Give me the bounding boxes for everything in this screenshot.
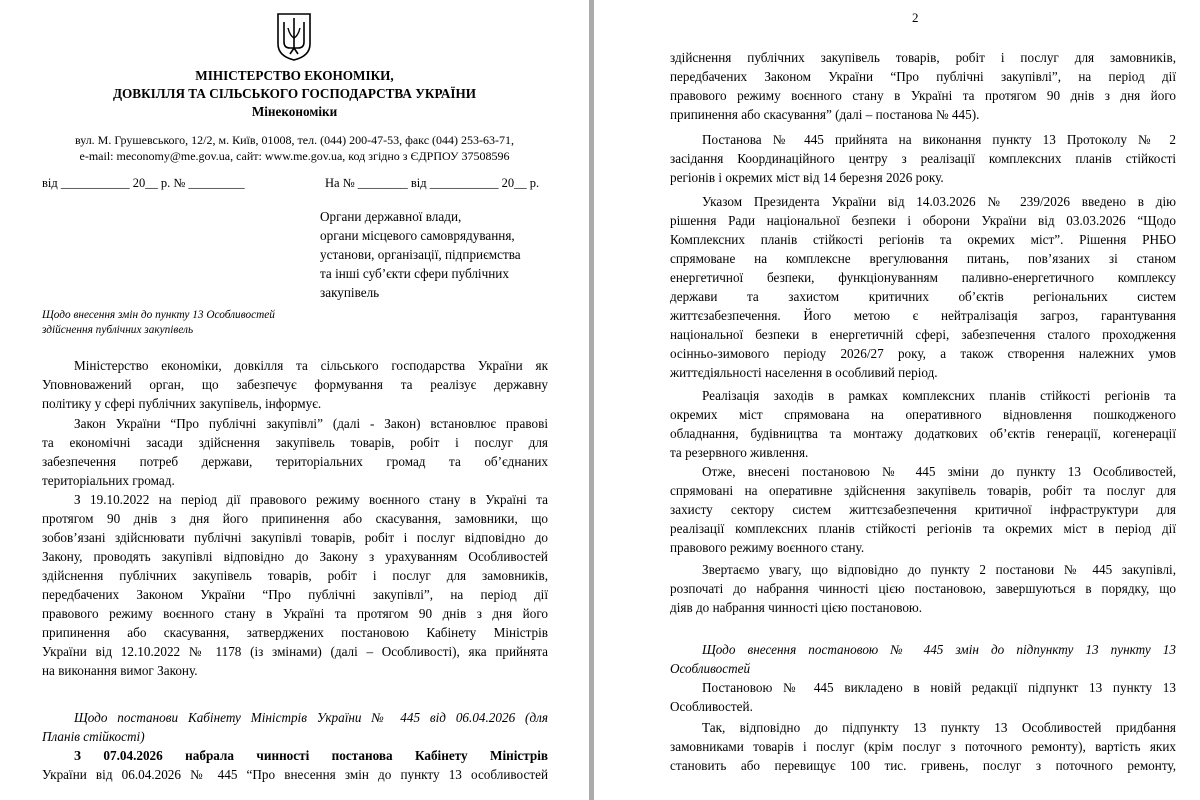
text-line: та резервного живлення.	[670, 445, 809, 460]
paragraph-features	[42, 490, 548, 680]
heading-line: Щодо внесення постановою № 445 змін до підпункту 13 пункту 13	[702, 642, 1176, 657]
incoming-ref-field: На № ________ від ___________ 20__ р.	[325, 176, 540, 190]
subject-line: здійснення публічних закупівель	[42, 324, 194, 336]
document-page-2	[594, 0, 1200, 800]
paragraph-new-edition	[670, 678, 1176, 716]
addressee-line: установи, організації, підприємства	[320, 247, 521, 262]
section-heading-445	[42, 708, 548, 746]
text-line: припинення або скасування” (далі – постанова № 445).	[670, 107, 980, 122]
heading-line: Щодо постанови Кабінету Міністрів України № 445 від 06.04.2026 (для	[74, 710, 548, 725]
paragraph-attention	[670, 560, 1176, 617]
text-line: протягом 90 днів з дня його припинення або скасування, замовники, що	[42, 511, 548, 526]
text-line: Особливостей.	[670, 699, 753, 714]
text-line: правового режиму воєнного стану в Україні та протягом 90 днів з дня його	[670, 88, 1176, 103]
text-line: України від 06.04.2026 № 445 “Про внесення змін до пункту 13 особливостей	[42, 767, 548, 782]
text-line: забезпечення потреб держави, територіальних громад та об’єднаних	[42, 454, 548, 469]
text-line: засідання Координаційного центру з реалізації комплексних планів стійкості	[670, 151, 1176, 166]
ministry-address: вул. М. Грушевського, 12/2, м. Київ, 01008, тел. (044) 200-47-53, факс (044) 253-63-71,	[74, 133, 515, 147]
text-line: зобов’язані здійснювати публічні закупівлі товарів, робіт і послуг відповідно до	[42, 530, 548, 545]
text-line: діяв до набрання чинності цією постановою.	[670, 600, 923, 615]
paragraph-conclusion	[670, 462, 1176, 557]
text-line: України від 12.10.2022 № 1178 (із змінами) (далі – Особливості), яка прийнята	[42, 644, 548, 659]
addressee-line: та інші суб’єкти сфери публічних	[320, 266, 509, 281]
ministry-contacts: e-mail: meconomy@me.gov.ua, сайт: www.me.gov.ua, код згідно з ЄДРПОУ 37508596	[79, 149, 510, 163]
text-line: правового режиму воєнного стану в Україні та протягом 90 днів з дня його	[42, 606, 548, 621]
page-number: 2	[912, 10, 919, 25]
paragraph-decree	[670, 192, 1176, 382]
document-page-1	[0, 0, 589, 800]
text-line: Указом Президента України від 14.03.2026 № 239/2026 введено в дію	[702, 194, 1176, 209]
text-line: Реалізація заходів в рамках комплексних планів стійкості регіонів та	[702, 388, 1176, 403]
text-line: держави та захистом критичних об’єктів регіональних систем	[670, 289, 1176, 304]
text-line: Закон України “Про публічні закупівлі” (далі - Закон) встановлює правові	[74, 416, 548, 431]
text-line: життєдіяльності населення в особливий період.	[670, 365, 938, 380]
text-line: обладнання, будівництва та монтажу додаткових об’єктів генерації, когенерації	[670, 426, 1176, 441]
paragraph-law	[42, 414, 548, 490]
ministry-short-name: Мінекономіки	[251, 104, 338, 119]
letter-subject	[42, 308, 275, 338]
text-line: Так, відповідно до підпункту 13 пункту 13 Особливостей придбання	[702, 720, 1176, 735]
text-line: територіальних громад.	[42, 473, 175, 488]
text-line: на виконання вимог Закону.	[42, 663, 198, 678]
text-line: політику у сфері публічних закупівель, інформує.	[42, 396, 322, 411]
paragraph-intro	[42, 356, 548, 413]
text-line: здійснення публічних закупівель товарів, робіт і послуг для замовників,	[670, 50, 1176, 65]
text-line: життєзабезпечення. Його метою є нейтралізація загроз, гарантування	[670, 308, 1176, 323]
addressee-line: органи місцевого самоврядування,	[320, 228, 515, 243]
text-line: національної безпеки в енергетичній сфері, забезпечення сталого проходження	[670, 327, 1176, 342]
ministry-name-line1: МІНІСТЕРСТВО ЕКОНОМІКИ,	[195, 68, 394, 83]
text-line: окремих міст спрямована на оперативного відновлення пошкодженого	[670, 407, 1176, 422]
text-line: захисту сектору систем життєзабезпечення критичної інфраструктури для	[670, 502, 1176, 517]
text-line: Закону, проводять закупівлі відповідно до Закону з урахуванням Особливостей	[42, 549, 548, 564]
addressee-line: закупівель	[320, 285, 380, 300]
text-line: правового режиму воєнного стану.	[670, 540, 865, 555]
text-line: становить або перевищує 100 тис. гривень, послуг з поточного ремонту,	[670, 758, 1176, 773]
addressee-line: Органи державної влади,	[320, 209, 462, 224]
text-line: Уповноважений орган, що забезпечує формування та реалізує державну	[42, 377, 548, 392]
paragraph-measures	[670, 386, 1176, 462]
paragraph-445-intro	[42, 746, 548, 784]
text-line: припинення або скасування, затверджених постановою Кабінету Міністрів	[42, 625, 548, 640]
text-line: осінньо-зимового періоду 2026/27 року, а також створення належних умов	[670, 346, 1176, 361]
outgoing-date-number-field: від ___________ 20__ р. № _________	[42, 176, 245, 190]
text-line: З 07.04.2026 набрала чинності постанова Кабінету Міністрів	[74, 748, 548, 763]
text-line: рішення Ради національної безпеки і оборони України від 03.03.2026 “Щодо	[670, 213, 1176, 228]
heading-line: Особливостей	[670, 661, 751, 676]
heading-line: Планів стійкості)	[42, 729, 145, 744]
paragraph-continuation	[670, 48, 1176, 124]
text-line: Комплексних планів стійкості регіонів та окремих міст”. Рішення РНБО	[670, 232, 1176, 247]
text-line: Звертаємо увагу, що відповідно до пункту 2 постанови № 445 закупівлі,	[702, 562, 1176, 577]
paragraph-subpoint-13-text	[670, 718, 1176, 775]
text-line: спрямовані на оперативне здійснення закупівель товарів, робіт та послуг для	[670, 483, 1176, 498]
text-line: замовниками товарів і послуг (крім послуг з поточного ремонту), вартість яких	[670, 739, 1176, 754]
text-line: енергетичної безпеки, функціонуванням паливно-енергетичного комплексу	[670, 270, 1176, 285]
text-line: реалізації комплексних планів стійкості регіонів та окремих міст в період дії	[670, 521, 1176, 536]
text-line: здійснення публічних закупівель товарів, робіт і послуг для замовників,	[42, 568, 548, 583]
text-line: Постанова № 445 прийнята на виконання пункту 13 Протоколу № 2	[702, 132, 1176, 147]
text-line: та економічні засади здійснення закупівель товарів, робіт і послуг для	[42, 435, 548, 450]
coat-of-arms-icon	[276, 12, 312, 62]
text-line: передбачених Законом України “Про публічні закупівлі”, на період дії	[42, 587, 548, 602]
paragraph-protocol	[670, 130, 1176, 187]
ministry-name-line2: ДОВКІЛЛЯ ТА СІЛЬСЬКОГО ГОСПОДАРСТВА УКРАЇНИ	[112, 86, 477, 101]
text-line: Міністерство економіки, довкілля та сільського господарства України як	[74, 358, 548, 373]
text-line: розпочаті до набрання чинності цією постановою, завершуються в порядку, що	[670, 581, 1176, 596]
section-heading-subpoint-13	[670, 640, 1176, 678]
text-line: регіонів і окремих міст від 14 березня 2026 року.	[670, 170, 944, 185]
text-line: спрямоване на комплексне врегулювання питань, пов’язаних зі станом	[670, 251, 1176, 266]
text-line: Отже, внесені постановою № 445 зміни до пункту 13 Особливостей,	[702, 464, 1176, 479]
text-line: передбачених Законом України “Про публічні закупівлі”, на період дії	[670, 69, 1176, 84]
text-line: Постановою № 445 викладено в новій редакції підпункт 13 пункту 13	[702, 680, 1176, 695]
text-line: З 19.10.2022 на період дії правового режиму воєнного стану в Україні та	[74, 492, 548, 507]
subject-line: Щодо внесення змін до пункту 13 Особливостей	[42, 309, 275, 321]
addressee-block	[320, 207, 570, 302]
